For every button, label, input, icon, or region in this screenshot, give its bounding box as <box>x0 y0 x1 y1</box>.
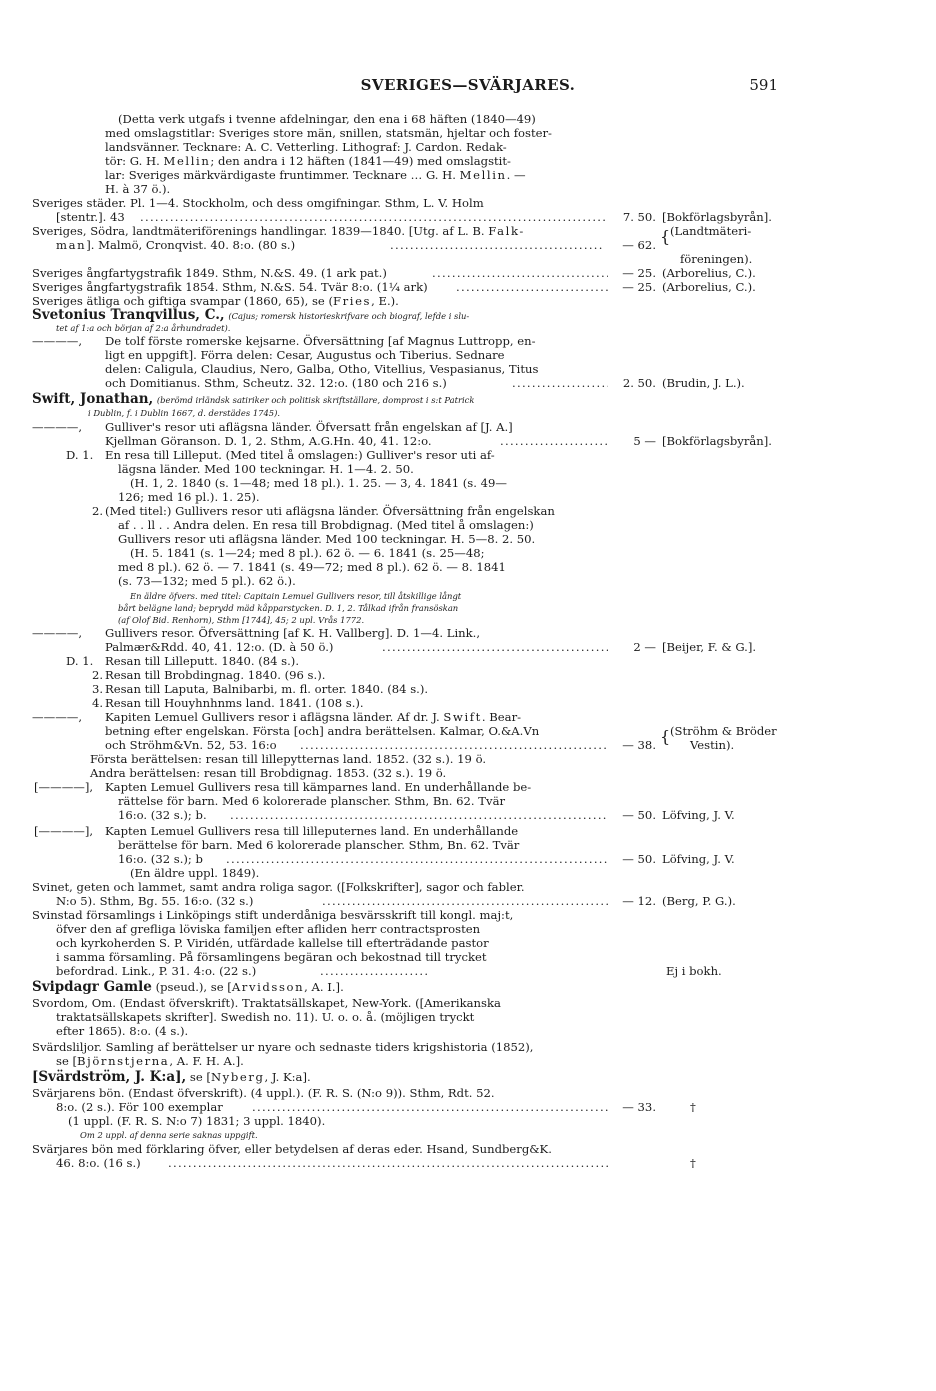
seller: (Arborelius, C.). <box>662 266 756 280</box>
seller: [Beijer, F. & G.]. <box>662 640 757 654</box>
author-name: Swift, Jonathan, <box>32 391 154 407</box>
entry-line: och Domitianus. Sthm, Scheutz. 32. 12:o. (180 och 216 s.) . . . 2. 50. (Brudin, J. L.). <box>0 376 936 390</box>
entry-line: N:o 5). Sthm, Bg. 55. 16:o. (32 s.) . . . — 12. (Berg, P. G.). <box>0 894 936 908</box>
running-title: SVERIGES—SVÄRJARES. <box>360 76 576 94</box>
text-line: 126; med 16 pl.). 1. 25). <box>118 490 260 504</box>
text-line: ————, Gulliver's resor uti aflägsna länder. Öfversatt från engelskan af [J. A.] <box>32 420 513 434</box>
text-line: i Dublin, f. i Dublin 1667, d. derstädes 1745). <box>88 408 281 418</box>
seller: Ej i bokh. <box>666 964 722 978</box>
entry-svarjarens-bon: Svärjarens bön. (Endast öfverskrift). (4 uppl.). (F. R. S. (N:o 9)). Sthm, Rdt. 52. <box>32 1086 495 1100</box>
seller: (Arborelius, C.). <box>662 280 756 294</box>
entry-line <box>0 252 936 266</box>
price: — 33. <box>622 1100 656 1114</box>
text-line: Första berättelsen: resan till lillepytternas land. 1852. (32 s.). 19 ö. <box>90 752 487 766</box>
text-line: med omslagstitlar: Sveriges store män, snillen, statsmän, hjeltar och foster- <box>105 126 552 140</box>
entry-line: man]. Malmö, Cronqvist. 40. 8:o. (80 s.) . . . — 62. <box>0 238 936 252</box>
price: — 50. <box>622 808 656 822</box>
entry-swift: Swift, Jonathan, (berömd irländsk satiriker och politisk skriftställare, domprost i s:t Patrick <box>32 391 475 407</box>
entry-svetonius: Svetonius Tranqvillus, C., (Cajus; romersk historieskrifvare och biograf, lefde i slu- <box>32 307 470 323</box>
text-line: (1 uppl. (F. R. S. N:o 7) 1831; 3 uppl. 1840). <box>68 1114 326 1128</box>
entry-svinet: Svinet, geten och lammet, samt andra roliga sagor. ([Folkskrifter], sagor och fabler. <box>32 880 525 894</box>
seller: [Bokförlagsbyrån]. <box>662 210 772 224</box>
author-name: Svipdagr Gamle <box>32 979 152 995</box>
text-line: ————, Kapiten Lemuel Gullivers resor i aflägsna länder. Af dr. J. Swift. Bear- <box>32 710 522 724</box>
seller: (Berg, P. G.). <box>662 894 736 908</box>
text-line: och kyrkoherden S. P. Viridén, utfärdade kallelse till efterträdande pastor <box>56 936 489 950</box>
entry-svipdagr: Svipdagr Gamle (pseud.), se [Arvidsson, A. I.]. <box>32 979 344 995</box>
dagger-mark: † <box>690 1156 696 1170</box>
text-line: (s. 73—132; med 5 pl.). 62 ö.). <box>118 574 296 588</box>
entry-svinstad: Svinstad församlings i Linköpings stift underdåniga besvärsskrift till kongl. maj:t, <box>32 908 514 922</box>
text-line: landsvänner. Tecknare: A. C. Vetterling. Lithograf: J. Cardon. Redak- <box>105 140 507 154</box>
text-line: rättelse för barn. Med 6 kolorerade planscher. Sthm, Bn. 62. Tvär <box>118 794 506 808</box>
entry-line: Palmær&Rdd. 40, 41. 12:o. (D. à 50 ö.) . . . 2 — [Beijer, F. & G.]. <box>0 640 936 654</box>
entry-line: befordrad. Link., P. 31. 4:o. (22 s.) . . . Ej i bokh. <box>0 964 936 978</box>
entry-line: 46. 8:o. (16 s.) . . . † <box>0 1156 936 1170</box>
text-line: i samma församling. På församlingens begäran och bekostnad till trycket <box>56 950 487 964</box>
text-line: (H. 5. 1841 (s. 1—24; med 8 pl.). 62 ö. — 6. 1841 (s. 25—48; <box>130 546 485 560</box>
seller: (Landtmäteri- <box>670 224 752 238</box>
text-line: lar: Sveriges märkvärdigaste fruntimmer. Tecknare … G. H. Mellin. — <box>105 168 526 182</box>
text-line: tet af 1:a och början af 2:a århundradet). <box>56 323 231 333</box>
text-line: H. à 37 ö.). <box>105 182 171 196</box>
text-line: Andra berättelsen: resan till Brobdignag. 1853. (32 s.). 19 ö. <box>90 766 447 780</box>
text-line: berättelse för barn. Med 6 kolorerade planscher. Sthm, Bn. 62. Tvär <box>118 838 520 852</box>
brace: { <box>660 727 671 746</box>
author-name: Svetonius Tranqvillus, C., <box>32 307 225 323</box>
text-line: af . . ll . . Andra delen. En resa till Brobdignag. (Med titel å omslagen:) <box>118 518 534 532</box>
entry-angfartyg-1854: Sveriges ångfartygstrafik 1854. Sthm, N.&S. 54. Tvär 8:o. (1¼ ark) . . . — 25. (Arborelius, C.). <box>0 280 936 294</box>
text-line: traktatsällskapets skrifter]. Swedish no. 11). U. o. o. å. (möjligen tryckt <box>56 1010 475 1024</box>
price: — 50. <box>622 852 656 866</box>
entry-sveriges-stader: Sveriges städer. Pl. 1—4. Stockholm, och dess omgifningar. Sthm, L. V. Holm <box>32 196 484 210</box>
seller: Löfving, J. V. <box>662 852 735 866</box>
text-line: delen: Caligula, Claudius, Nero, Galba, Otho, Vitellius, Vespasianus, Titus <box>105 362 539 376</box>
text-line: ————, De tolf förste romerske kejsarne. Öfversättning [af Magnus Luttropp, en- <box>32 334 536 348</box>
text-line: (Detta verk utgafs i tvenne afdelningar, den ena i 68 häften (1840—49) <box>118 112 536 126</box>
note-line: En äldre öfvers. med titel: Capitain Lemuel Gullivers resor, till åtskillige långt <box>130 591 462 601</box>
entry-line: 16:o. (32 s.); b. . . . — 50. Löfving, J. V. <box>0 808 936 822</box>
page-number: 591 <box>749 76 778 94</box>
text-line: [————], Kapten Lemuel Gullivers resa till lilleputernes land. En underhållande <box>34 824 519 838</box>
price: — 12. <box>622 894 656 908</box>
text-line: Gullivers resor uti aflägsna länder. Med 100 teckningar. H. 5—8. 2. 50. <box>118 532 536 546</box>
note-line: Om 2 uppl. af denna serie saknas uppgift. <box>80 1130 258 1140</box>
entry-line: och Ströhm&Vn. 52, 53. 16:o . . . — 38. Vestin). <box>0 738 936 752</box>
entry-line: 8:o. (2 s.). För 100 exemplar . . . — 33. † <box>0 1100 936 1114</box>
text-line: D. 1. Resan till Lilleputt. 1840. (84 s.). <box>66 654 300 668</box>
dagger-mark: † <box>690 1100 696 1114</box>
entry-svarjares-bon: Svärjares bön med förklaring öfver, eller betydelsen af deras eder. Hsand, Sundberg&K. <box>32 1142 552 1156</box>
text-line: ————, Gullivers resor. Öfversättning [af K. H. Vallberg]. D. 1—4. Link., <box>32 626 481 640</box>
text-line: (En äldre uppl. 1849). <box>130 866 260 880</box>
price: — 62. <box>622 238 656 252</box>
text-line: efter 1865). 8:o. (4 s.). <box>56 1024 189 1038</box>
entry-line: 16:o. (32 s.); b . . . — 50. Löfving, J. V. <box>0 852 936 866</box>
text-line: [————], Kapten Lemuel Gullivers resa till kämparnes land. En underhållande be- <box>34 780 532 794</box>
seller: [Bokförlagsbyrån]. <box>662 434 772 448</box>
text-line: 2. Resan till Brobdingnag. 1840. (96 s.). <box>92 668 326 682</box>
brace: { <box>660 227 671 246</box>
price: 7. 50. <box>622 210 656 224</box>
page-header <box>0 76 936 98</box>
entry-svardstrom: [Svärdström, J. K:a], se [Nyberg, J. K:a]. <box>32 1069 311 1085</box>
text-line: öfver den af grefliga löviska familjen efter afliden herr contractsprosten <box>56 922 481 936</box>
text-line: ligt en uppgift]. Förra delen: Cesar, Augustus och Tiberius. Sednare <box>105 348 505 362</box>
text-line: se [Björnstjerna, A. F. H. A.]. <box>56 1054 244 1068</box>
seller: (Ströhm & Bröder <box>670 724 777 738</box>
seller: Löfving, J. V. <box>662 808 735 822</box>
seller: föreningen). <box>680 252 753 266</box>
price: — 38. <box>622 738 656 752</box>
text-line: (H. 1, 2. 1840 (s. 1—48; med 18 pl.). 1. 25. — 3, 4. 1841 (s. 49— <box>130 476 507 490</box>
seller: Vestin). <box>690 738 735 752</box>
note-line: (af Olof Bid. Renhorn), Sthm [1744], 45; 2 upl. Vrås 1772. <box>118 615 365 625</box>
text-line: med 8 pl.). 62 ö. — 7. 1841 (s. 49—72; med 8 pl.). 62 ö. — 8. 1841 <box>118 560 506 574</box>
entry-svampar: Sveriges ätliga och giftiga svampar (1860, 65), se (Fries, E.). <box>32 294 399 308</box>
text-line: betning efter engelskan. Första [och] andra berättelsen. Kalmar, O.&A.Vn { (Ströhm & Bröder <box>105 724 777 746</box>
note-line: bårt belägne land; beprydd mäd kåpparstycken. D. 1, 2. Tålkad ifrån fransöskan <box>118 603 459 613</box>
price: 5 — <box>633 434 656 448</box>
price: — 25. <box>622 266 656 280</box>
entry-angfartyg-1849: Sveriges ångfartygstrafik 1849. Sthm, N.&S. 49. (1 ark pat.) . . . — 25. (Arborelius, C.). <box>0 266 936 280</box>
entry-svardsliljor: Svärdsliljor. Samling af berättelser ur nyare och sednaste tiders krigshistoria (1852), <box>32 1040 534 1054</box>
entry-sveriges-sodra: Sveriges, Södra, landtmäteriförenings handlingar. 1839—1840. [Utg. af L. B. Falk- { (Landtmäteri- <box>32 224 752 246</box>
seller: (Brudin, J. L.). <box>662 376 745 390</box>
author-name: [Svärdström, J. K:a], <box>32 1069 187 1085</box>
price: 2. 50. <box>622 376 656 390</box>
entry-line: Kjellman Göranson. D. 1, 2. Sthm, A.G.Hn. 40, 41. 12:o. . . . 5 — [Bokförlagsbyrån]. <box>0 434 936 448</box>
text-line: tör: G. H. Mellin; den andra i 12 häften (1841—49) med omslagstit- <box>105 154 511 168</box>
price: — 25. <box>622 280 656 294</box>
text-line: 3. Resan till Laputa, Balnibarbi, m. fl. orter. 1840. (84 s.). <box>92 682 429 696</box>
entry-svordom: Svordom, Om. (Endast öfverskrift). Traktatsällskapet, New-York. ([Amerikanska <box>32 996 501 1010</box>
price: 2 — <box>633 640 656 654</box>
text-line: D. 1. En resa till Lilleput. (Med titel å omslagen:) Gulliver's resor uti af- <box>66 448 495 462</box>
text-line: 2. (Med titel:) Gullivers resor uti aflägsna länder. Öfversättning från engelskan <box>92 504 555 518</box>
entry-line: [stentr.]. 43 . . . 7. 50. [Bokförlagsbyrån]. <box>0 210 936 224</box>
text-line: 4. Resan till Houyhnhnms land. 1841. (108 s.). <box>92 696 364 710</box>
text-line: lägsna länder. Med 100 teckningar. H. 1—4. 2. 50. <box>118 462 414 476</box>
